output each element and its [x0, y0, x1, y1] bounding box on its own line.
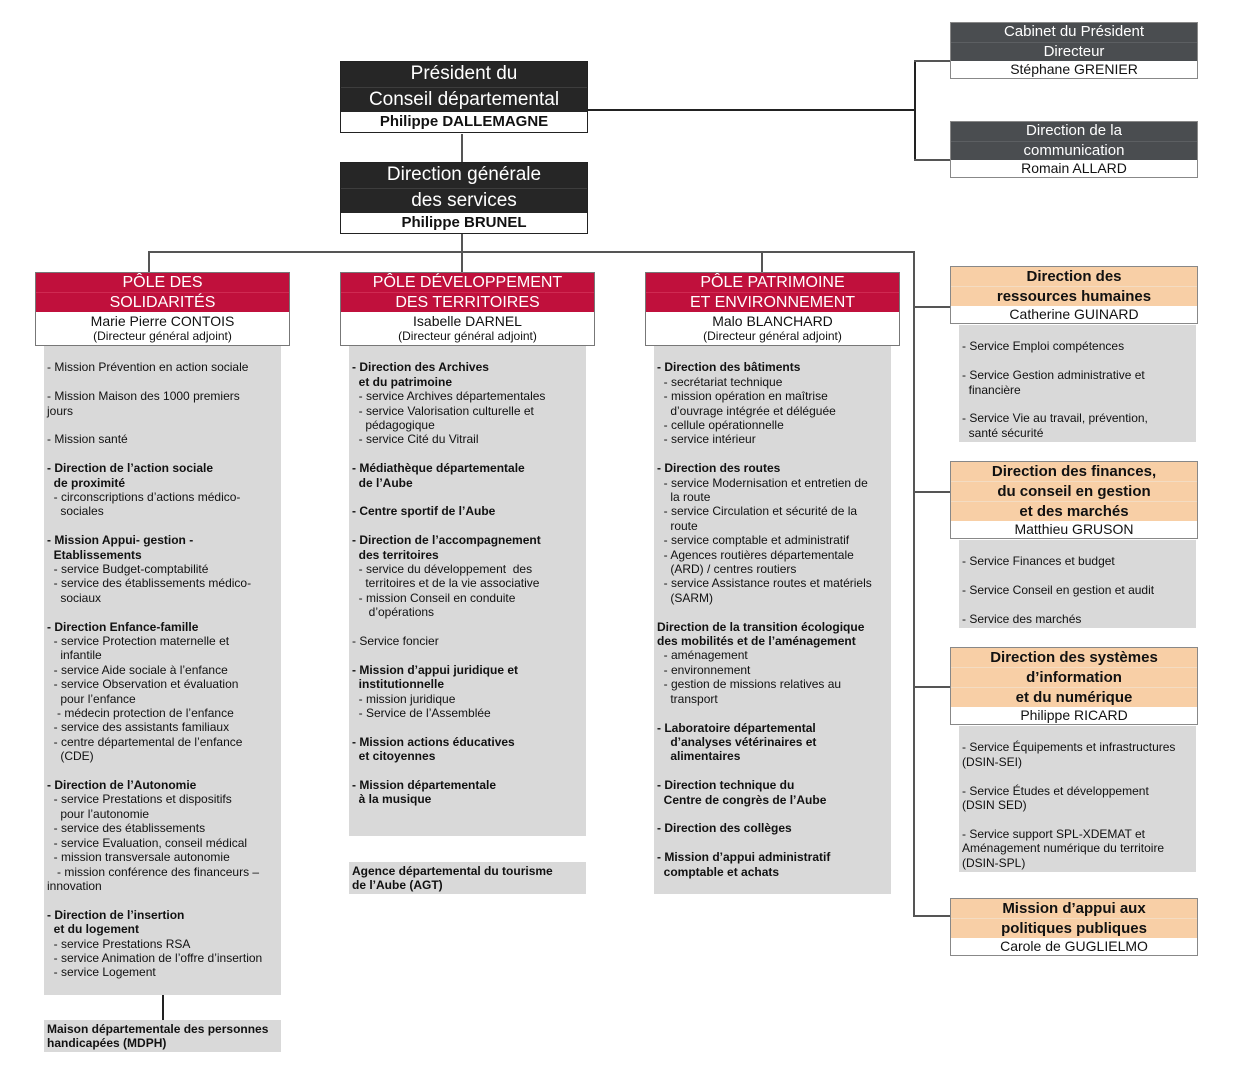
- direction-title-line: Mission d’appui aux: [951, 899, 1197, 919]
- spacer: [47, 418, 278, 432]
- org-unit-item: - Service Conseil en gestion et audit: [962, 583, 1155, 598]
- org-unit-item: - environnement: [657, 662, 751, 677]
- org-unit-item: territoires et de la vie associative: [352, 576, 540, 591]
- spacer: [962, 812, 1193, 826]
- org-unit-item: - cellule opérationnelle: [657, 418, 784, 433]
- spacer: [352, 807, 583, 821]
- org-unit-item: - service Valorisation culturelle et: [352, 403, 534, 418]
- spacer: [657, 764, 888, 778]
- connector-pole-1: [148, 251, 150, 272]
- connector-president-dgs: [461, 134, 463, 162]
- org-unit-item: - service Aide sociale à l’enfance: [47, 662, 228, 677]
- direction-title-line: du conseil en gestion: [951, 482, 1197, 502]
- org-unit-item: - Mission d’appui juridique et: [352, 662, 519, 677]
- spacer: [352, 519, 583, 533]
- org-unit-item: - Mission départementale: [352, 778, 497, 793]
- org-unit-item: sociaux: [47, 590, 102, 605]
- spacer: [47, 605, 278, 619]
- mdph-line: Maison départementale des personnes: [47, 1022, 269, 1036]
- org-unit-item: - Mission Maison des 1000 premiers: [47, 389, 240, 404]
- direction-title-line: politiques publiques: [1001, 920, 1147, 937]
- org-unit-item: - service Evaluation, conseil médical: [47, 835, 248, 850]
- org-unit-item: pour l’enfance: [47, 691, 136, 706]
- spacer: [962, 397, 1193, 411]
- pole-patrimoine-content: [654, 346, 891, 894]
- org-unit-item: - service intérieur: [657, 432, 756, 447]
- mission-appui-box[interactable]: [950, 898, 1198, 956]
- org-unit-item: (DSIN-SEI): [962, 754, 1022, 769]
- spacer: [962, 354, 1193, 368]
- president-box[interactable]: [340, 61, 588, 133]
- communication-title-line: communication: [1023, 141, 1125, 159]
- org-unit-item: - Laboratoire départemental: [657, 720, 816, 735]
- pole-solidarites-content: [44, 346, 281, 995]
- spacer: [657, 605, 888, 619]
- org-unit-item: - secrétariat technique: [657, 374, 783, 389]
- pole-head-role: (Directeur général adjoint): [93, 329, 232, 343]
- spacer: [352, 346, 583, 360]
- cabinet-title-line: Directeur: [1043, 42, 1105, 60]
- org-unit-item: institutionnelle: [352, 677, 444, 692]
- org-unit-item: alimentaires: [657, 749, 741, 764]
- direction-rh-box[interactable]: [950, 266, 1198, 324]
- spacer: [962, 726, 1193, 740]
- direction-head-name: Catherine GUINARD: [1009, 306, 1139, 322]
- communication-name: Romain ALLARD: [951, 160, 1197, 177]
- pole-developpement-content: [349, 346, 586, 836]
- spacer: [352, 720, 583, 734]
- org-unit-item: - Mission actions éducatives: [352, 734, 515, 749]
- org-unit-item: - Mission Appui- gestion -: [47, 533, 194, 548]
- direction-head-name: Philippe RICARD: [1020, 707, 1128, 723]
- spacer: [352, 447, 583, 461]
- org-unit-item: - Service Études et développement: [962, 783, 1149, 798]
- org-unit-item: - gestion de missions relatives au: [657, 677, 842, 692]
- president-name: Philippe DALLEMAGNE: [341, 112, 587, 132]
- pole-developpement-box[interactable]: [340, 272, 595, 346]
- dgs-title-line: Direction générale: [341, 163, 587, 189]
- org-unit-item: de l’Aube: [352, 475, 413, 490]
- org-unit-item: Centre de congrès de l’Aube: [657, 792, 827, 807]
- org-unit-item: la route: [657, 490, 711, 505]
- org-unit-item: - service Prestations et dispositifs: [47, 792, 232, 807]
- direction-rh-content: [959, 325, 1196, 442]
- org-unit-item: - service Cité du Vitrail: [352, 432, 479, 447]
- connector-cabinet: [914, 60, 950, 62]
- direction-title-line: ressources humaines: [996, 288, 1152, 305]
- org-unit-item: - mission juridique: [352, 691, 456, 706]
- org-unit-item: - mission Conseil en conduite: [352, 590, 516, 605]
- org-unit-item: de proximité: [47, 475, 126, 490]
- org-unit-item: - service Assistance routes et matériels: [657, 576, 872, 591]
- communication-title-line: Direction de la: [951, 122, 1197, 142]
- direction-title-line: Direction des finances,: [951, 462, 1197, 482]
- spacer: [352, 620, 583, 634]
- pole-solidarites-box[interactable]: [35, 272, 290, 346]
- spacer: [47, 447, 278, 461]
- connector-pole-2: [461, 251, 463, 272]
- org-unit-item: et du logement: [47, 922, 140, 937]
- org-unit-item: - Service foncier: [352, 634, 439, 649]
- org-unit-item: - service Observation et évaluation: [47, 677, 239, 692]
- org-unit-item: - service Animation de l’offre d’insertion: [47, 950, 263, 965]
- direction-title: [951, 267, 1197, 306]
- president-title-line: Conseil départemental: [368, 88, 560, 110]
- direction-finances-content: [959, 540, 1196, 628]
- org-unit-item: (SARM): [657, 590, 713, 605]
- org-unit-item: - Direction des Archives: [352, 360, 489, 375]
- connector-direction-2: [913, 491, 950, 493]
- spacer: [47, 764, 278, 778]
- spacer: [962, 325, 1193, 339]
- org-unit-item: transport: [657, 691, 718, 706]
- org-unit-item: - aménagement: [657, 648, 748, 663]
- spacer: [962, 540, 1193, 554]
- spacer: [352, 490, 583, 504]
- org-unit-item: - circonscriptions d’actions médico-: [47, 490, 241, 504]
- pole-title: [646, 273, 899, 312]
- org-unit-item: financière: [962, 382, 1021, 397]
- communication-title: [951, 122, 1197, 160]
- org-unit-item: Aménagement numérique du territoire: [962, 841, 1165, 856]
- org-unit-item: d’analyses vétérinaires et: [657, 734, 817, 749]
- direction-title-line: Direction des: [951, 267, 1197, 287]
- dgs-box[interactable]: [340, 162, 588, 234]
- org-unit-item: - service comptable et administratif: [657, 533, 850, 548]
- org-unit-item: sociales: [47, 504, 104, 519]
- cabinet-name: Stéphane GRENIER: [951, 61, 1197, 78]
- dgs-title-line: des services: [411, 189, 517, 211]
- org-unit-item: - service Modernisation et entretien de: [657, 475, 868, 490]
- direction-title: [951, 462, 1197, 521]
- connector-right-vertical-top: [914, 60, 916, 160]
- communication-box[interactable]: [950, 121, 1198, 178]
- org-unit-item: infantile: [47, 648, 102, 663]
- spacer: [962, 769, 1193, 783]
- org-unit-item: et du patrimoine: [352, 374, 453, 389]
- org-unit-item: - Mission Prévention en action sociale: [47, 360, 249, 375]
- spacer: [47, 519, 278, 533]
- org-unit-item: - Mission santé: [47, 432, 128, 447]
- direction-head-name: Matthieu GRUSON: [1014, 521, 1134, 537]
- org-unit-item: - mission conférence des financeurs –: [47, 864, 260, 879]
- pole-title-line: PÔLE DÉVELOPPEMENT: [341, 273, 594, 293]
- org-unit-item: - Direction de l’Autonomie: [47, 778, 197, 793]
- connector-direction-4: [913, 915, 950, 917]
- org-unit-item: Etablissements: [47, 547, 142, 562]
- org-unit-item: (ARD) / centres routiers: [657, 562, 797, 577]
- spacer: [47, 893, 278, 907]
- pole-head-role: (Directeur général adjoint): [398, 329, 537, 343]
- spacer: [657, 447, 888, 461]
- org-unit-item: - Service support SPL-XDEMAT et: [962, 826, 1145, 841]
- org-unit-item: - Direction de l’accompagnement: [352, 533, 541, 548]
- agt-line: Agence départemental du tourisme: [352, 864, 553, 878]
- spacer: [962, 598, 1193, 612]
- org-unit-item: (CDE): [47, 749, 94, 764]
- org-unit-item: des mobilités et de l’aménagement: [657, 634, 856, 649]
- direction-finances-box[interactable]: [950, 461, 1198, 539]
- org-unit-item: - service Archives départementales: [352, 389, 546, 404]
- org-unit-item: route: [657, 518, 698, 533]
- president-title: [341, 62, 587, 112]
- org-unit-item: - Service Emploi compétences: [962, 339, 1125, 354]
- org-unit-item: - Mission d’appui administratif: [657, 850, 831, 865]
- org-unit-item: - service Prestations RSA: [47, 936, 191, 951]
- org-unit-item: et citoyennes: [352, 749, 436, 764]
- pole-title-line: PÔLE DES: [36, 273, 289, 293]
- org-unit-item: à la musique: [352, 792, 432, 807]
- pole-title: [341, 273, 594, 312]
- spacer: [47, 375, 278, 389]
- org-unit-item: - Agences routières départementale: [657, 547, 854, 562]
- connector-president-right: [578, 109, 915, 111]
- pole-title-line: SOLIDARITÉS: [109, 294, 216, 311]
- org-unit-item: - service Circulation et sécurité de la: [657, 504, 858, 519]
- dgs-name: Philippe BRUNEL: [341, 213, 587, 233]
- pole-head-name: Marie Pierre CONTOIS: [90, 313, 235, 329]
- pole-title-line: DES TERRITOIRES: [395, 294, 540, 311]
- org-unit-item: - Direction de l’insertion: [47, 907, 185, 922]
- org-unit-item: - Direction des bâtiments: [657, 360, 801, 375]
- agt-box[interactable]: [349, 862, 586, 894]
- connector-poles-horizontal: [148, 251, 915, 253]
- org-unit-item: d’ouvrage intégrée et déléguée: [657, 403, 836, 418]
- org-unit-item: - Service de l’Assemblée: [352, 706, 491, 721]
- org-unit-item: santé sécurité: [962, 425, 1044, 440]
- spacer: [657, 346, 888, 360]
- direction-title-line: et des marchés: [1019, 503, 1129, 520]
- org-unit-item: - Direction technique du: [657, 778, 795, 793]
- org-unit-item: - Centre sportif de l’Aube: [352, 504, 496, 519]
- pole-title: [36, 273, 289, 312]
- pole-head-name: Isabelle DARNEL: [413, 313, 522, 329]
- org-unit-item: - mission opération en maîtrise: [657, 389, 828, 404]
- direction-title: [951, 648, 1197, 707]
- pole-head-role: (Directeur général adjoint): [703, 329, 842, 343]
- org-unit-item: - Service des marchés: [962, 611, 1082, 626]
- direction-title-line: Direction des systèmes: [951, 648, 1197, 668]
- org-unit-item: pour l’autonomie: [47, 806, 150, 821]
- org-unit-item: - mission transversale autonomie: [47, 850, 230, 865]
- org-unit-item: - Direction des routes: [657, 461, 781, 476]
- pole-head-name: Malo BLANCHARD: [712, 313, 833, 329]
- org-unit-item: (DSIN-SPL): [962, 855, 1026, 870]
- pole-title-line: ET ENVIRONNEMENT: [689, 294, 856, 311]
- org-unit-item: (DSIN SED): [962, 798, 1027, 812]
- pole-title-line: PÔLE PATRIMOINE: [646, 273, 899, 293]
- connector-pole-3: [761, 251, 763, 272]
- org-unit-item: - service des établissements: [47, 821, 206, 836]
- connector-direction-3: [913, 686, 950, 688]
- org-unit-item: - Médiathèque départementale: [352, 461, 525, 476]
- mdph-box[interactable]: [44, 1020, 281, 1052]
- mdph-line: handicapées (MDPH): [47, 1036, 167, 1050]
- direction-title-line: et du numérique: [1015, 689, 1133, 706]
- org-unit-item: - service des assistants familiaux: [47, 720, 230, 735]
- spacer: [352, 821, 583, 835]
- cabinet-title: [951, 23, 1197, 61]
- org-unit-item: - service Protection maternelle et: [47, 634, 230, 649]
- spacer: [962, 569, 1193, 583]
- org-unit-item: d’opérations: [352, 605, 435, 620]
- org-unit-item: - Service Équipements et infrastructures: [962, 740, 1176, 755]
- spacer: [657, 879, 888, 893]
- org-unit-item: - Direction de l’action sociale: [47, 461, 214, 476]
- president-title-line: Président du: [341, 62, 587, 88]
- org-unit-item: comptable et achats: [657, 864, 780, 879]
- direction-si-content: [959, 726, 1196, 872]
- org-unit-item: - Direction des collèges: [657, 821, 792, 836]
- org-unit-item: - Service Finances et budget: [962, 554, 1115, 569]
- spacer: [657, 706, 888, 720]
- spacer: [352, 648, 583, 662]
- connector-communication: [914, 159, 950, 161]
- direction-title: [951, 899, 1197, 938]
- spacer: [657, 836, 888, 850]
- org-unit-item: pédagogique: [352, 418, 435, 433]
- org-unit-item: - médecin protection de l’enfance: [47, 706, 234, 721]
- direction-head-name: Carole de GUGLIELMO: [1000, 938, 1148, 954]
- org-unit-item: - service Logement: [47, 965, 156, 980]
- direction-title-line: d’information: [951, 668, 1197, 688]
- org-unit-item: - Direction Enfance-famille: [47, 619, 199, 634]
- org-unit-item: Direction de la transition écologique: [657, 619, 865, 634]
- org-unit-item: jours: [47, 403, 74, 418]
- org-unit-item: - Service Vie au travail, prévention,: [962, 411, 1148, 426]
- pole-patrimoine-box[interactable]: [645, 272, 900, 346]
- cabinet-box[interactable]: [950, 22, 1198, 79]
- spacer: [47, 346, 278, 360]
- spacer: [352, 764, 583, 778]
- org-unit-item: - Service Gestion administrative et: [962, 368, 1145, 383]
- org-unit-item: innovation: [47, 878, 102, 893]
- org-unit-item: - service du développement des: [352, 562, 533, 577]
- connector-right-vertical-bottom: [913, 251, 915, 916]
- org-unit-item: - service des établissements médico-: [47, 576, 252, 591]
- org-unit-item: - service Budget-comptabilité: [47, 562, 209, 577]
- connector-mdph: [162, 995, 164, 1020]
- agt-line: de l’Aube (AGT): [352, 878, 443, 892]
- org-unit-item: des territoires: [352, 547, 439, 562]
- spacer: [657, 807, 888, 821]
- connector-dgs-down: [461, 234, 463, 252]
- dgs-title: [341, 163, 587, 213]
- org-unit-item: - centre départemental de l’enfance: [47, 734, 243, 749]
- connector-direction-1: [913, 306, 950, 308]
- direction-si-box[interactable]: [950, 647, 1198, 725]
- cabinet-title-line: Cabinet du Président: [951, 23, 1197, 43]
- spacer: [47, 980, 278, 994]
